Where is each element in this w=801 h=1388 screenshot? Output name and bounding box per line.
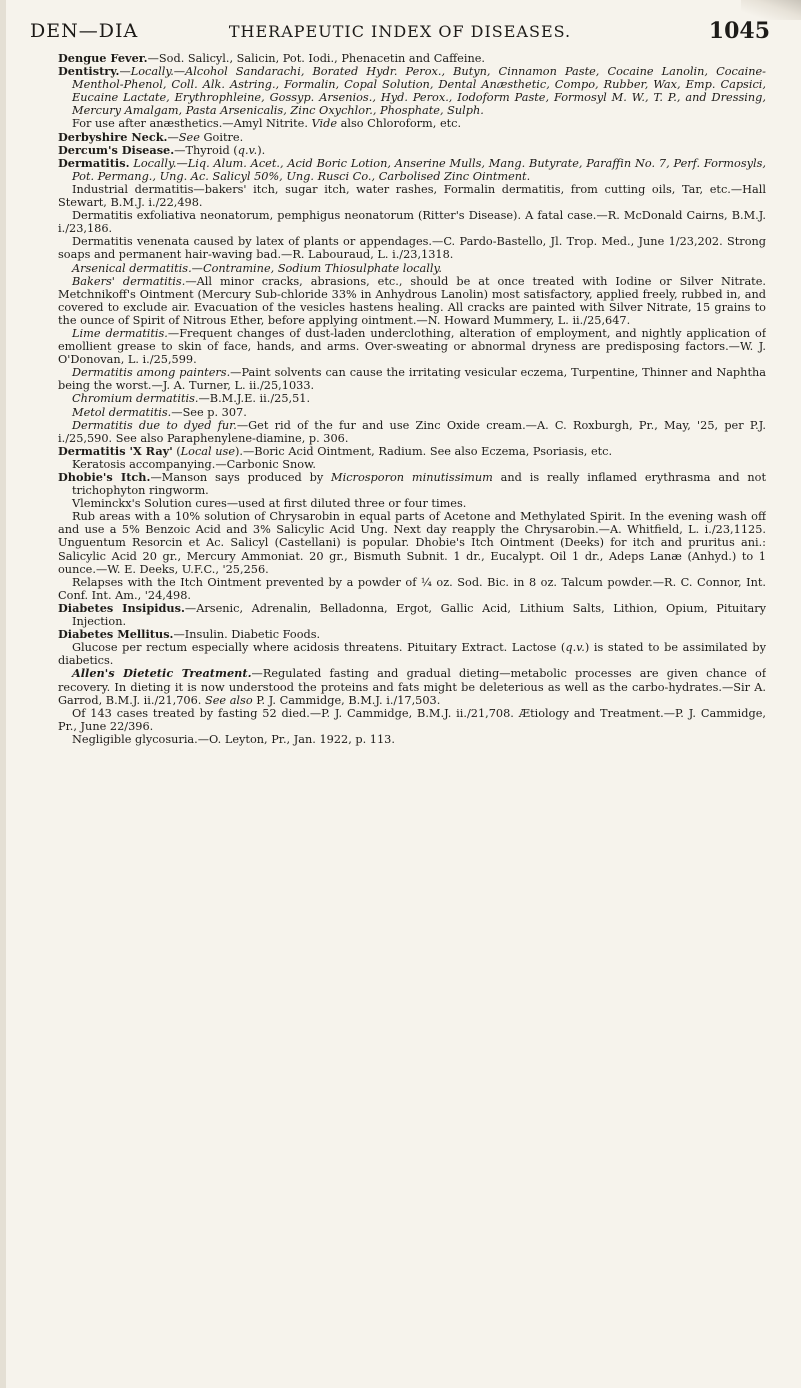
text-run: Allen's Dietetic Treatment. bbox=[72, 666, 252, 681]
text-run: —Arsenic, Adrenalin, Belladonna, Ergot, Gallic Acid, Lithium Salts, Lithion, Opium, Pituitary Injection. bbox=[72, 601, 766, 629]
text-run: —Thyroid ( bbox=[174, 143, 238, 157]
text-run: — bbox=[191, 261, 203, 275]
text-run: Vide bbox=[311, 117, 338, 131]
text-run: also Chloroform, etc. bbox=[337, 117, 462, 131]
text-run: Relapses with the Itch Ointment prevented by a powder of ¼ oz. Sod. Bic. in 8 oz. Talcum powder.—R. C. Connor, Int. Conf. Int. Am., '24,498. bbox=[58, 575, 766, 602]
entry-diabetes-mellitus bbox=[58, 628, 766, 641]
text-run: ).—Boric Acid Ointment, Radium. See also Eczema, Psoriasis, etc. bbox=[235, 444, 613, 458]
running-header bbox=[30, 12, 770, 42]
text-run: —Get rid of the fur and use Zinc Oxide cream.—A. C. Roxburgh, Pr., May, '25, per P.J. i./25,590. See also Paraphenylene-diamine, p. 306. bbox=[58, 418, 766, 445]
text-run: Dermatitis. bbox=[58, 155, 130, 170]
text-run: Dhobie's Itch. bbox=[58, 470, 151, 484]
text-run: Bakers' dermatitis. bbox=[72, 274, 186, 288]
entry-dermatitis-venenata bbox=[58, 235, 766, 261]
text-run: Locally.—Alcohol Sandarachi, Borated Hydr. Perox., Butyn, Cinnamon Paste, Cocaine Lanolin, Cocaine-Menthol-Phenol, Coll. Alk. Astring., Formalin, Copal Solution, Dental Anæsthetic, Compo, Rubber, Wax, Emp. Capsici, Eucaine Lactate, Erythrophleine, Gossyp. Arsenios., Hyd. Perox., Iodoform Paste, Formosyl M. W., T. P., and Dressing, Mercury Amalgam, Pasta Arsenicalis, Zinc Oxychlor., Phosphate, Sulph. bbox=[72, 65, 766, 118]
text-run: Dermatitis 'X Ray' bbox=[58, 443, 173, 458]
header-title: THERAPEUTIC INDEX OF DISEASES. bbox=[228, 22, 572, 41]
entry-arsenical-dermatitis bbox=[58, 262, 766, 275]
entry-dengue-fever bbox=[58, 52, 766, 65]
entry-dyed-fur-dermatitis bbox=[58, 419, 766, 445]
entry-dentistry bbox=[58, 65, 766, 117]
text-run: Dermatitis among painters. bbox=[72, 366, 231, 380]
text-run: q.v. bbox=[237, 143, 258, 157]
text-run: Local use bbox=[180, 444, 235, 458]
text-run: Microsporon minutissimum bbox=[331, 471, 493, 484]
entry-fasting-cases bbox=[58, 707, 766, 733]
text-run: See also bbox=[205, 693, 253, 707]
entry-dermatitis-x-ray bbox=[58, 445, 766, 458]
entry-allens-dietetic-treatment bbox=[58, 667, 766, 706]
text-run: Diabetes Insipidus. bbox=[58, 600, 185, 615]
text-run: —Frequent changes of dust-laden underclothing, alteration of employment, and nightly application of emollient grease to skin of face, hands, and arms. Over-sweating or abnormal dryness are predisposing factors.—W. J. O'Donovan, L. i./25,599. bbox=[58, 326, 766, 367]
header-section-range: DEN—DIA bbox=[30, 20, 139, 42]
text-run: —Manson says produced by bbox=[150, 471, 332, 484]
entry-diabetes-insipidus bbox=[58, 602, 766, 628]
entry-glucose-per-rectum bbox=[58, 641, 766, 667]
text-run: Negligible glycosuria.—O. Leyton, Pr., Jan. 1922, p. 113. bbox=[72, 732, 395, 746]
page-number: 1045 bbox=[708, 18, 770, 44]
entry-dhobies-itch bbox=[58, 471, 766, 497]
text-run: —Paint solvents can cause the irritating vesicular eczema, Turpentine, Thinner and Naphtha being the worst.—J. A. Turner, L. ii./25,1033. bbox=[58, 366, 766, 393]
text-run: For use after anæsthetics.—Amyl Nitrite. bbox=[72, 117, 312, 131]
entry-vleminckx-solution bbox=[58, 497, 766, 510]
text-run: Chromium dermatitis. bbox=[72, 392, 199, 406]
text-run: Diabetes Mellitus. bbox=[58, 627, 174, 642]
text-run: Dermatitis due to dyed fur. bbox=[72, 418, 237, 432]
entry-relapses bbox=[58, 576, 766, 602]
text-run: Lime dermatitis. bbox=[72, 326, 168, 340]
entry-bakers-dermatitis bbox=[58, 275, 766, 327]
entry-lime-dermatitis bbox=[58, 327, 766, 366]
entry-industrial-dermatitis bbox=[58, 183, 766, 209]
text-run: Vleminckx's Solution cures—used at first diluted three or four times. bbox=[72, 497, 467, 511]
text-run: —Regulated fasting and gradual dieting—metabolic processes are given chance of recovery. In dieting it is now understood the proteins and fats might be deleterious as well as the carbo-hydrates.—Sir A. Garrod, B.M.J. ii./21,706. bbox=[58, 667, 766, 707]
text-run: Industrial dermatitis—bakers' itch, sugar itch, water rashes, Formalin dermatitis, from cutting oils, Tar, etc.—Hall Stewart, B.M.J. i./22,498. bbox=[58, 182, 766, 210]
text-run: ) is stated to be assimilated by diabetics. bbox=[58, 641, 766, 668]
entry-negligible-glycosuria bbox=[58, 733, 766, 746]
text-run: Dermatitis exfoliativa neonatorum, pemphigus neonatorum (Ritter's Disease). A fatal case.—R. McDonald Cairns, B.M.J. i./23,186. bbox=[58, 209, 766, 236]
entry-dermatitis-exfoliativa bbox=[58, 209, 766, 235]
text-run: Keratosis accompanying.—Carbonic Snow. bbox=[72, 457, 316, 471]
text-run: —Insulin. Diabetic Foods. bbox=[173, 628, 321, 642]
entry-dermatitis bbox=[58, 157, 766, 183]
text-run: Rub areas with a 10% solution of Chrysarobin in equal parts of Acetone and Methylated Spirit. In the evening wash off and use a 5% Benzoic Acid and 3% Salicylic Acid Ung. Next day reapply the Chrysarobin.—A. Whitfield, L. i./23,1125. Unguentum Resorcin et Ac. Salicyl (Castellani) is popular. Dhobie's Itch Ointment (Deeks) for itch and pruritus ani.: Salicylic Acid 20 gr., Mercury Ammoniat. 20 gr., Bismuth Subnit. 1 dr., Eucalypt. Oil 1 dr., Adeps Lanæ (Anhyd.) to 1 ounce.—W. E. Deeks, U.F.C., '25,256. bbox=[58, 510, 766, 576]
text-run: —See p. 307. bbox=[171, 405, 247, 419]
text-run: Glucose per rectum especially where acidosis threatens. Pituitary Extract. Lactose ( bbox=[72, 641, 566, 655]
text-run: and is really inflamed erythrasma and not trichophyton ringworm. bbox=[72, 471, 766, 498]
text-run: Dercum's Disease. bbox=[58, 142, 175, 157]
text-run: P. J. Cammidge, B.M.J. i./17,503. bbox=[252, 693, 441, 707]
text-run: Dengue Fever. bbox=[58, 52, 148, 65]
text-run: ). bbox=[257, 143, 266, 157]
text-run: —B.M.J.E. ii./25,51. bbox=[198, 392, 311, 406]
text-run: Goitre. bbox=[199, 130, 244, 144]
text-run: — bbox=[119, 65, 131, 79]
text-run: ( bbox=[172, 444, 181, 458]
entry-keratosis bbox=[58, 458, 766, 471]
index-body bbox=[58, 52, 766, 1368]
text-run: Of 143 cases treated by fasting 52 died.—P. J. Cammidge, B.M.J. ii./21,708. Ætiology and Treatment.—P. J. Cammidge, Pr., June 22/396. bbox=[58, 706, 766, 733]
text-run: Derbyshire Neck. bbox=[58, 129, 168, 144]
entry-dercums-disease bbox=[58, 144, 766, 157]
text-run: q.v. bbox=[565, 641, 585, 655]
text-run: Dentistry. bbox=[58, 64, 120, 79]
entry-painters-dermatitis bbox=[58, 366, 766, 392]
text-run: Dermatitis venenata caused by latex of plants or appendages.—C. Pardo-Bastello, Jl. Trop. Med., June 1/23,202. Strong soaps and permanent hair-waving bad.—R. Labouraud, L. i./23,1318. bbox=[58, 235, 766, 262]
text-run: Metol dermatitis. bbox=[72, 405, 172, 419]
entry-chromium-dermatitis bbox=[58, 392, 766, 405]
text-run: Contramine, Sodium Thiosulphate locally. bbox=[202, 261, 442, 275]
text-run: Arsenical dermatitis. bbox=[72, 261, 192, 275]
entry-chrysarobin bbox=[58, 510, 766, 575]
entry-metol-dermatitis bbox=[58, 406, 766, 419]
text-run: —Sod. Salicyl., Salicin, Pot. Iodi., Phenacetin and Caffeine. bbox=[147, 52, 486, 65]
text-run: Locally.—Liq. Alum. Acet., Acid Boric Lotion, Anserine Mulls, Mang. Butyrate, Paraffin No. 7, Perf. Formosyls, Pot. Permang., Ung. Ac. Salicyl 50%, Ung. Rusci Co., Carbolised Zinc Ointment. bbox=[72, 156, 766, 183]
text-run: See bbox=[178, 130, 200, 144]
text-run: — bbox=[167, 130, 179, 144]
text-run: —All minor cracks, abrasions, etc., should be at once treated with Iodine or Silver Nitrate. Metchnikoff's Ointment (Mercury Sub-chloride 33% in Anhydrous Lanolin) most satisfactory, applied freely, rubbed in, and covered to exclude air. Evacuation of the vesicles hastens healing. All cracks are painted with Silver Nitrate, 15 grains to the ounce of Spirit of Nitrous Ether, before applying ointment.—N. Howard Mummery, L. ii./25,647. bbox=[58, 274, 766, 327]
page-edge-shadow bbox=[0, 0, 6, 1388]
